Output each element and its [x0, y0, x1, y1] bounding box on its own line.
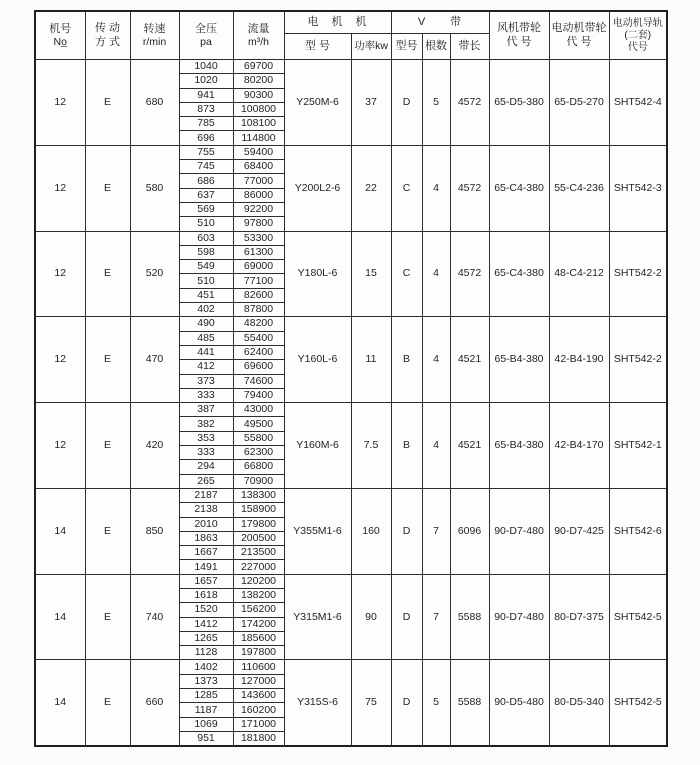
pressure-cell: 402: [179, 303, 233, 317]
pressure-cell: 951: [179, 731, 233, 746]
header-motor-group: 电 机 机: [284, 11, 391, 34]
motor-power-cell: 160: [351, 488, 391, 574]
drive-mode-cell: E: [85, 231, 130, 317]
belt-count-cell: 5: [422, 60, 450, 146]
header-drive-line1: 传 动: [94, 22, 121, 35]
drive-mode-cell: E: [85, 660, 130, 746]
motor-power-cell: 7.5: [351, 403, 391, 489]
flow-cell: 59400: [233, 145, 284, 159]
flow-cell: 62400: [233, 345, 284, 359]
drive-mode-cell: E: [85, 60, 130, 146]
pressure-cell: 2138: [179, 503, 233, 517]
flow-cell: 80200: [233, 74, 284, 88]
flow-cell: 97800: [233, 217, 284, 231]
speed-cell: 740: [130, 574, 179, 660]
motor-model-cell: Y200L2-6: [284, 145, 351, 231]
belt-length-cell: 5588: [450, 574, 489, 660]
flow-cell: 68400: [233, 160, 284, 174]
pressure-cell: 294: [179, 460, 233, 474]
header-machine-no: [35, 11, 85, 60]
pressure-cell: 745: [179, 160, 233, 174]
pressure-cell: 1373: [179, 674, 233, 688]
pressure-cell: 1020: [179, 74, 233, 88]
header-speed-line2: r/min: [142, 35, 167, 48]
machine-no-cell: 12: [35, 60, 85, 146]
flow-cell: 53300: [233, 231, 284, 245]
header-motor-pulley-line2: 代 号: [566, 35, 592, 48]
flow-cell: 174200: [233, 617, 284, 631]
speed-cell: 680: [130, 60, 179, 146]
pressure-cell: 1491: [179, 560, 233, 574]
flow-cell: 92200: [233, 202, 284, 216]
fan-pulley-code-cell: 65-D5-380: [489, 60, 549, 146]
header-fan-pulley: [489, 11, 549, 60]
header-machine-no-line1: 机号: [49, 22, 72, 35]
header-flow-line1: 流量: [247, 22, 270, 35]
motor-rail-code-cell: SHT542-4: [609, 60, 667, 146]
flow-cell: 138200: [233, 588, 284, 602]
pressure-cell: 485: [179, 331, 233, 345]
flow-cell: 108100: [233, 117, 284, 131]
belt-length-cell: 5588: [450, 660, 489, 746]
pressure-cell: 2187: [179, 488, 233, 502]
belt-length-cell: 4572: [450, 145, 489, 231]
belt-type-cell: C: [391, 231, 422, 317]
belt-type-cell: D: [391, 60, 422, 146]
table-row: [35, 574, 667, 588]
pressure-cell: 510: [179, 217, 233, 231]
flow-cell: 185600: [233, 631, 284, 645]
flow-cell: 69600: [233, 360, 284, 374]
belt-type-cell: B: [391, 403, 422, 489]
motor-rail-code-cell: SHT542-2: [609, 231, 667, 317]
header-vbelt-group: V 带: [391, 11, 489, 34]
pressure-cell: 1069: [179, 717, 233, 731]
pressure-cell: 1667: [179, 546, 233, 560]
flow-cell: 138300: [233, 488, 284, 502]
header-fan-pulley-line2: 代 号: [506, 35, 532, 48]
speed-cell: 660: [130, 660, 179, 746]
header-motor-power: 功率kw: [351, 34, 391, 60]
pressure-cell: 490: [179, 317, 233, 331]
pressure-cell: 785: [179, 117, 233, 131]
motor-pulley-code-cell: 55-C4-236: [549, 145, 609, 231]
fan-pulley-code-cell: 65-C4-380: [489, 145, 549, 231]
pressure-cell: 755: [179, 145, 233, 159]
header-pressure: [179, 11, 233, 60]
motor-pulley-code-cell: 48-C4-212: [549, 231, 609, 317]
table-row: [35, 488, 667, 502]
speed-cell: 470: [130, 317, 179, 403]
flow-cell: 82600: [233, 288, 284, 302]
pressure-cell: 1520: [179, 603, 233, 617]
flow-cell: 49500: [233, 417, 284, 431]
belt-length-cell: 4572: [450, 231, 489, 317]
header-flow-line2: m³/h: [248, 35, 269, 48]
fan-pulley-code-cell: 90-D7-480: [489, 574, 549, 660]
pressure-cell: 412: [179, 360, 233, 374]
belt-length-cell: 4572: [450, 60, 489, 146]
flow-cell: 70900: [233, 474, 284, 488]
table-body: [35, 60, 667, 747]
flow-cell: 79400: [233, 388, 284, 402]
motor-model-cell: Y160L-6: [284, 317, 351, 403]
flow-cell: 127000: [233, 674, 284, 688]
motor-model-cell: Y160M-6: [284, 403, 351, 489]
machine-no-cell: 14: [35, 574, 85, 660]
flow-cell: 100800: [233, 102, 284, 116]
pressure-cell: 451: [179, 288, 233, 302]
fan-spec-table: [34, 10, 668, 747]
motor-rail-code-cell: SHT542-5: [609, 574, 667, 660]
header-fan-pulley-line1: 风机带轮: [497, 22, 542, 35]
belt-type-cell: D: [391, 488, 422, 574]
motor-power-cell: 90: [351, 574, 391, 660]
header-rail-line2: (二套): [624, 29, 652, 41]
drive-mode-cell: E: [85, 145, 130, 231]
belt-count-cell: 4: [422, 403, 450, 489]
belt-type-cell: B: [391, 317, 422, 403]
motor-model-cell: Y315S-6: [284, 660, 351, 746]
motor-pulley-code-cell: 80-D5-340: [549, 660, 609, 746]
flow-cell: 55400: [233, 331, 284, 345]
pressure-cell: 1412: [179, 617, 233, 631]
fan-pulley-code-cell: 65-B4-380: [489, 403, 549, 489]
belt-type-cell: C: [391, 145, 422, 231]
motor-pulley-code-cell: 80-D7-375: [549, 574, 609, 660]
pressure-cell: 1618: [179, 588, 233, 602]
header-belt-count: 根数: [422, 34, 450, 60]
table-row: [35, 660, 667, 674]
table-row: [35, 60, 667, 74]
flow-cell: 77000: [233, 174, 284, 188]
motor-rail-code-cell: SHT542-3: [609, 145, 667, 231]
flow-cell: 48200: [233, 317, 284, 331]
pressure-cell: 333: [179, 446, 233, 460]
drive-mode-cell: E: [85, 488, 130, 574]
motor-pulley-code-cell: 65-D5-270: [549, 60, 609, 146]
header-motor-model: 型 号: [284, 34, 351, 60]
motor-power-cell: 11: [351, 317, 391, 403]
flow-cell: 227000: [233, 560, 284, 574]
flow-cell: 171000: [233, 717, 284, 731]
pressure-cell: 549: [179, 260, 233, 274]
pressure-cell: 441: [179, 345, 233, 359]
motor-power-cell: 37: [351, 60, 391, 146]
flow-cell: 156200: [233, 603, 284, 617]
header-pressure-line2: pa: [200, 35, 212, 48]
flow-cell: 62300: [233, 446, 284, 460]
pressure-cell: 1265: [179, 631, 233, 645]
motor-rail-code-cell: SHT542-1: [609, 403, 667, 489]
flow-cell: 110600: [233, 660, 284, 674]
motor-rail-code-cell: SHT542-5: [609, 660, 667, 746]
belt-count-cell: 4: [422, 317, 450, 403]
table-row: [35, 403, 667, 417]
fan-pulley-code-cell: 65-C4-380: [489, 231, 549, 317]
belt-count-cell: 7: [422, 488, 450, 574]
pressure-cell: 873: [179, 102, 233, 116]
pressure-cell: 941: [179, 88, 233, 102]
header-speed-line1: 转速: [143, 22, 166, 35]
header-belt-length: 带长: [450, 34, 489, 60]
flow-cell: 179800: [233, 517, 284, 531]
belt-count-cell: 5: [422, 660, 450, 746]
pressure-cell: 598: [179, 245, 233, 259]
drive-mode-cell: E: [85, 403, 130, 489]
motor-model-cell: Y250M-6: [284, 60, 351, 146]
machine-no-cell: 12: [35, 231, 85, 317]
header-flow: [233, 11, 284, 60]
flow-cell: 69000: [233, 260, 284, 274]
speed-cell: 580: [130, 145, 179, 231]
pressure-cell: 569: [179, 202, 233, 216]
flow-cell: 213500: [233, 546, 284, 560]
motor-power-cell: 75: [351, 660, 391, 746]
machine-no-cell: 12: [35, 317, 85, 403]
header-rail-line3: 代号: [627, 41, 648, 53]
fan-pulley-code-cell: 90-D5-480: [489, 660, 549, 746]
drive-mode-cell: E: [85, 574, 130, 660]
pressure-cell: 265: [179, 474, 233, 488]
flow-cell: 77100: [233, 274, 284, 288]
header-speed: [130, 11, 179, 60]
table-header: [35, 11, 667, 60]
belt-count-cell: 7: [422, 574, 450, 660]
flow-cell: 66800: [233, 460, 284, 474]
motor-pulley-code-cell: 90-D7-425: [549, 488, 609, 574]
pressure-cell: 686: [179, 174, 233, 188]
fan-pulley-code-cell: 90-D7-480: [489, 488, 549, 574]
table-row: [35, 231, 667, 245]
pressure-cell: 1128: [179, 646, 233, 660]
speed-cell: 420: [130, 403, 179, 489]
pressure-cell: 1657: [179, 574, 233, 588]
flow-cell: 86000: [233, 188, 284, 202]
pressure-cell: 1285: [179, 689, 233, 703]
flow-cell: 74600: [233, 374, 284, 388]
pressure-cell: 1402: [179, 660, 233, 674]
flow-cell: 55800: [233, 431, 284, 445]
header-motor-pulley-line1: 电动机带轮: [551, 22, 607, 35]
header-rail: [609, 11, 667, 60]
pressure-cell: 510: [179, 274, 233, 288]
pressure-cell: 333: [179, 388, 233, 402]
flow-cell: 200500: [233, 531, 284, 545]
machine-no-cell: 12: [35, 145, 85, 231]
table-row: [35, 317, 667, 331]
header-machine-no-line2: No̲: [53, 35, 67, 48]
flow-cell: 158900: [233, 503, 284, 517]
pressure-cell: 2010: [179, 517, 233, 531]
flow-cell: 61300: [233, 245, 284, 259]
table-row: [35, 145, 667, 159]
motor-power-cell: 22: [351, 145, 391, 231]
header-rail-line1: 电动机导轨: [612, 17, 663, 29]
header-belt-type: 型号: [391, 34, 422, 60]
flow-cell: 90300: [233, 88, 284, 102]
pressure-cell: 637: [179, 188, 233, 202]
belt-type-cell: D: [391, 574, 422, 660]
machine-no-cell: 14: [35, 488, 85, 574]
pressure-cell: 373: [179, 374, 233, 388]
flow-cell: 114800: [233, 131, 284, 145]
pressure-cell: 382: [179, 417, 233, 431]
motor-power-cell: 15: [351, 231, 391, 317]
pressure-cell: 1187: [179, 703, 233, 717]
belt-length-cell: 6096: [450, 488, 489, 574]
motor-model-cell: Y355M1-6: [284, 488, 351, 574]
belt-type-cell: D: [391, 660, 422, 746]
flow-cell: 43000: [233, 403, 284, 417]
flow-cell: 143600: [233, 689, 284, 703]
flow-cell: 120200: [233, 574, 284, 588]
machine-no-cell: 12: [35, 403, 85, 489]
flow-cell: 181800: [233, 731, 284, 746]
belt-length-cell: 4521: [450, 403, 489, 489]
pressure-cell: 1863: [179, 531, 233, 545]
machine-no-cell: 14: [35, 660, 85, 746]
flow-cell: 197800: [233, 646, 284, 660]
speed-cell: 850: [130, 488, 179, 574]
pressure-cell: 696: [179, 131, 233, 145]
motor-pulley-code-cell: 42-B4-190: [549, 317, 609, 403]
motor-pulley-code-cell: 42-B4-170: [549, 403, 609, 489]
flow-cell: 69700: [233, 60, 284, 74]
fan-pulley-code-cell: 65-B4-380: [489, 317, 549, 403]
drive-mode-cell: E: [85, 317, 130, 403]
speed-cell: 520: [130, 231, 179, 317]
pressure-cell: 1040: [179, 60, 233, 74]
motor-rail-code-cell: SHT542-6: [609, 488, 667, 574]
header-pressure-line1: 全压: [195, 22, 217, 35]
flow-cell: 87800: [233, 303, 284, 317]
belt-count-cell: 4: [422, 145, 450, 231]
pressure-cell: 353: [179, 431, 233, 445]
header-motor-pulley: [549, 11, 609, 60]
motor-model-cell: Y315M1-6: [284, 574, 351, 660]
pressure-cell: 603: [179, 231, 233, 245]
pressure-cell: 387: [179, 403, 233, 417]
header-drive: [85, 11, 130, 60]
motor-model-cell: Y180L-6: [284, 231, 351, 317]
motor-rail-code-cell: SHT542-2: [609, 317, 667, 403]
belt-count-cell: 4: [422, 231, 450, 317]
belt-length-cell: 4521: [450, 317, 489, 403]
flow-cell: 160200: [233, 703, 284, 717]
header-drive-line2: 方 式: [94, 35, 121, 48]
